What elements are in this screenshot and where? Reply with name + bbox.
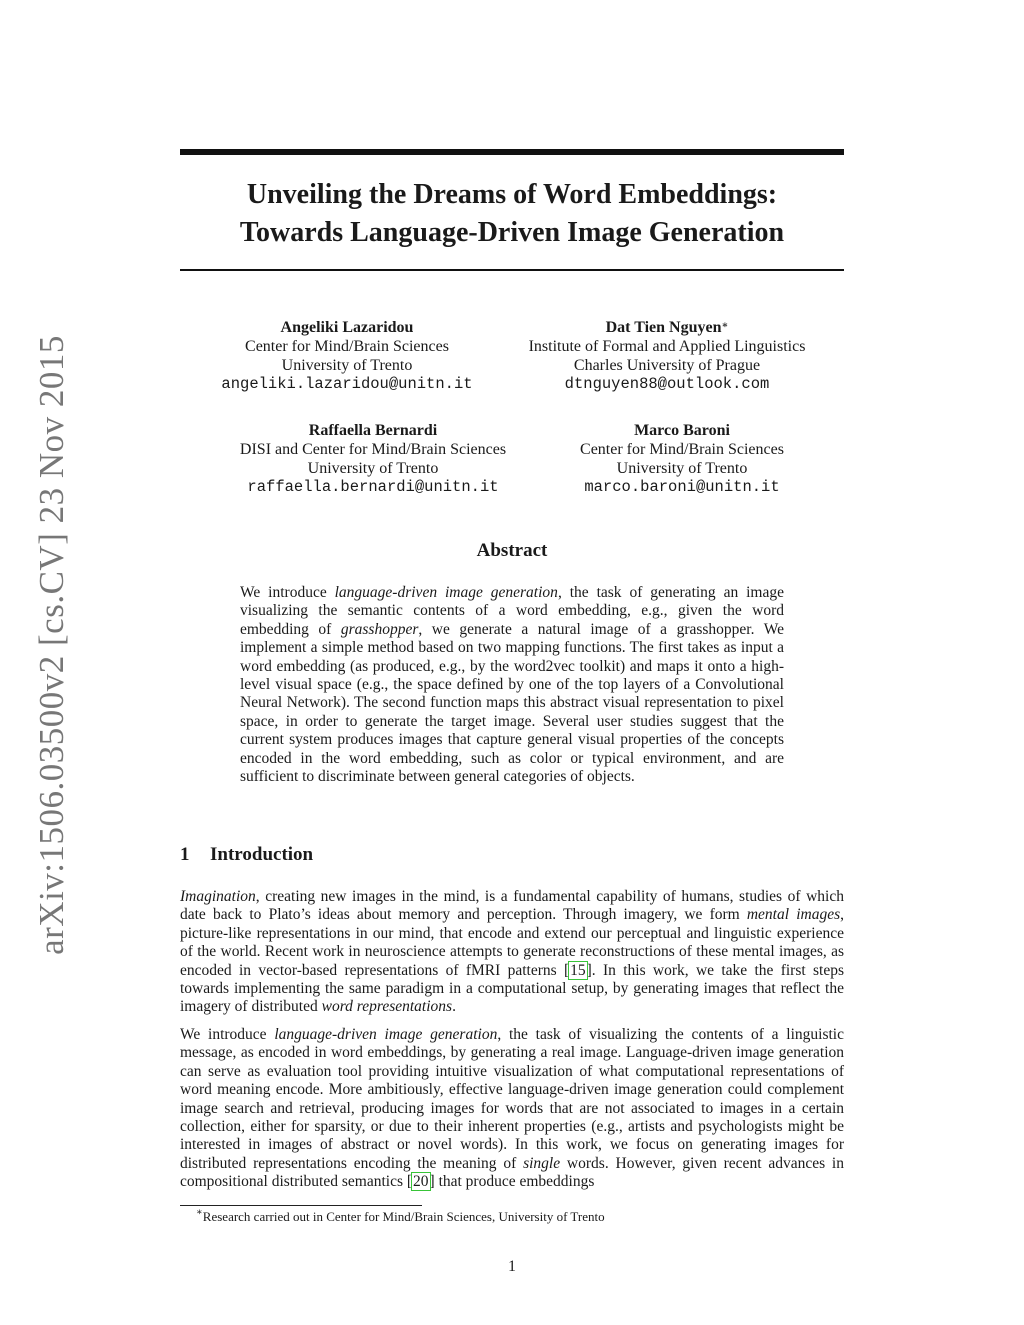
body-emphasis: mental images xyxy=(746,906,841,924)
body-emphasis: word representations xyxy=(321,998,453,1016)
page-number: 1 xyxy=(508,1258,516,1275)
footnote-mark[interactable]: ∗ xyxy=(721,320,729,331)
author-name: Raffaella Bernardi xyxy=(308,422,438,439)
author-email[interactable]: angeliki.lazaridou@unitn.it xyxy=(221,375,473,393)
author-email[interactable]: marco.baroni@unitn.it xyxy=(584,478,780,496)
abstract-text: , the task of generating an image visualizing the semantic contents of a word embedding, e.g., given the word embedding of xyxy=(240,584,784,638)
footnote-text: Research carried out in Center for Mind/Brain Sciences, University of Trento xyxy=(202,1209,605,1224)
title-bottom-rule xyxy=(180,269,844,271)
body-text: , creating new images in the mind, is a fundamental capability of humans, studies of which date back to Plato’s ideas about memory and perception. Through imagery, we form xyxy=(180,888,844,924)
abstract-emphasis: grasshopper xyxy=(340,620,419,638)
author-block-3 xyxy=(203,421,543,497)
title-top-rule xyxy=(180,149,844,155)
abstract-text: , we generate a natural image of a grasshopper. We implement a simple method based on two mapping functions. The first takes as input a word embedding (as produced, e.g., by the word2vec toolkit) and maps it onto a high-level visual space (e.g., the space defined by one of the top layers of a Convolutional Neural Network). The second function maps this abstract visual representation to pixel space, in order to generate the target image. Several user studies suggest that the current system produces images that capture general visual properties of the concepts encoded in the word embedding, such as color or typical environment, and are sufficient to discriminate between general categories of objects. xyxy=(240,620,784,786)
intro-paragraph-1 xyxy=(180,888,844,1017)
citation-link[interactable]: 20 xyxy=(413,1173,429,1191)
section-title: Introduction xyxy=(210,844,314,865)
author-block-1 xyxy=(177,318,517,394)
body-text: We introduce xyxy=(180,1026,275,1043)
author-affiliation: University of Trento xyxy=(307,460,439,477)
abstract-emphasis: language-driven image generation xyxy=(334,584,558,601)
body-text: , the task of visualizing the contents of a linguistic message, as encoded in word embeddings, by generating a real image. Language-driven image generation can serve as evaluation tool providing intuitive visualization of what computational representations of word meaning encode. More ambitiously, effective language-driven image generation could complement image search and retrieval, producing images for words that are not associated to images in a certain collection, either for sparsity, or due to their inherent properties (e.g., artists and psychologists might be interested in images of abstract or novel words). In this work, we focus on generating images for distributed representations encoding the meaning of xyxy=(180,1026,844,1172)
author-email[interactable]: raffaella.bernardi@unitn.it xyxy=(247,478,499,496)
body-text: , picture-like representations in our mind, that encode and extend our perceptual and linguistic experience of the world. Recent work in neuroscience attempts to generate reconstructions of these mental images, as encoded in vector-based representations of fMRI patterns [ xyxy=(180,906,844,979)
footnote-rule xyxy=(180,1205,422,1206)
abstract-body xyxy=(240,584,784,786)
body-emphasis: single xyxy=(523,1154,561,1172)
author-affiliation: DISI and Center for Mind/Brain Sciences xyxy=(239,441,507,458)
body-emphasis: Imagination xyxy=(180,888,256,905)
footnote-mark: ∗ xyxy=(196,1207,203,1218)
body-text: ]. In this work, we take the first steps towards implementing the same paradigm in a computational setup, by generating images that reflect the imagery of distributed xyxy=(180,961,844,1016)
author-name: Angeliki Lazaridou xyxy=(280,319,414,336)
author-name: Dat Tien Nguyen xyxy=(605,319,722,336)
section-heading xyxy=(180,844,313,866)
author-email[interactable]: dtnguyen88@outlook.com xyxy=(564,375,770,393)
footnote xyxy=(196,1209,605,1225)
author-name: Marco Baroni xyxy=(634,422,730,439)
author-name-line xyxy=(497,318,837,337)
abstract-heading: Abstract xyxy=(476,540,548,561)
author-affiliation: University of Trento xyxy=(616,460,748,477)
author-affiliation: Charles University of Prague xyxy=(573,357,761,374)
body-text: . xyxy=(452,998,456,1016)
intro-paragraph-2 xyxy=(180,1026,844,1192)
author-block-4 xyxy=(512,421,852,497)
author-block-2 xyxy=(497,318,837,394)
section-number: 1 xyxy=(180,844,190,865)
author-affiliation: Center for Mind/Brain Sciences xyxy=(245,338,449,355)
author-affiliation: University of Trento xyxy=(281,357,413,374)
body-text: ] that produce embeddings xyxy=(429,1173,595,1191)
abstract-text: We introduce xyxy=(240,584,335,601)
title-line-2: Towards Language-Driven Image Generation xyxy=(239,217,785,248)
paper-title xyxy=(180,176,844,252)
title-line-1: Unveiling the Dreams of Word Embeddings: xyxy=(246,179,778,210)
body-text: words. However, given recent advances in compositional distributed semantics [ xyxy=(180,1154,844,1191)
body-emphasis: language-driven image generation xyxy=(274,1026,498,1043)
author-affiliation: Center for Mind/Brain Sciences xyxy=(580,441,784,458)
author-affiliation: Institute of Formal and Applied Linguistics xyxy=(528,338,806,355)
arxiv-identifier: arXiv:1506.03500v2 [cs.CV] 23 Nov 2015 xyxy=(32,335,71,955)
citation-link[interactable]: 15 xyxy=(570,961,586,979)
